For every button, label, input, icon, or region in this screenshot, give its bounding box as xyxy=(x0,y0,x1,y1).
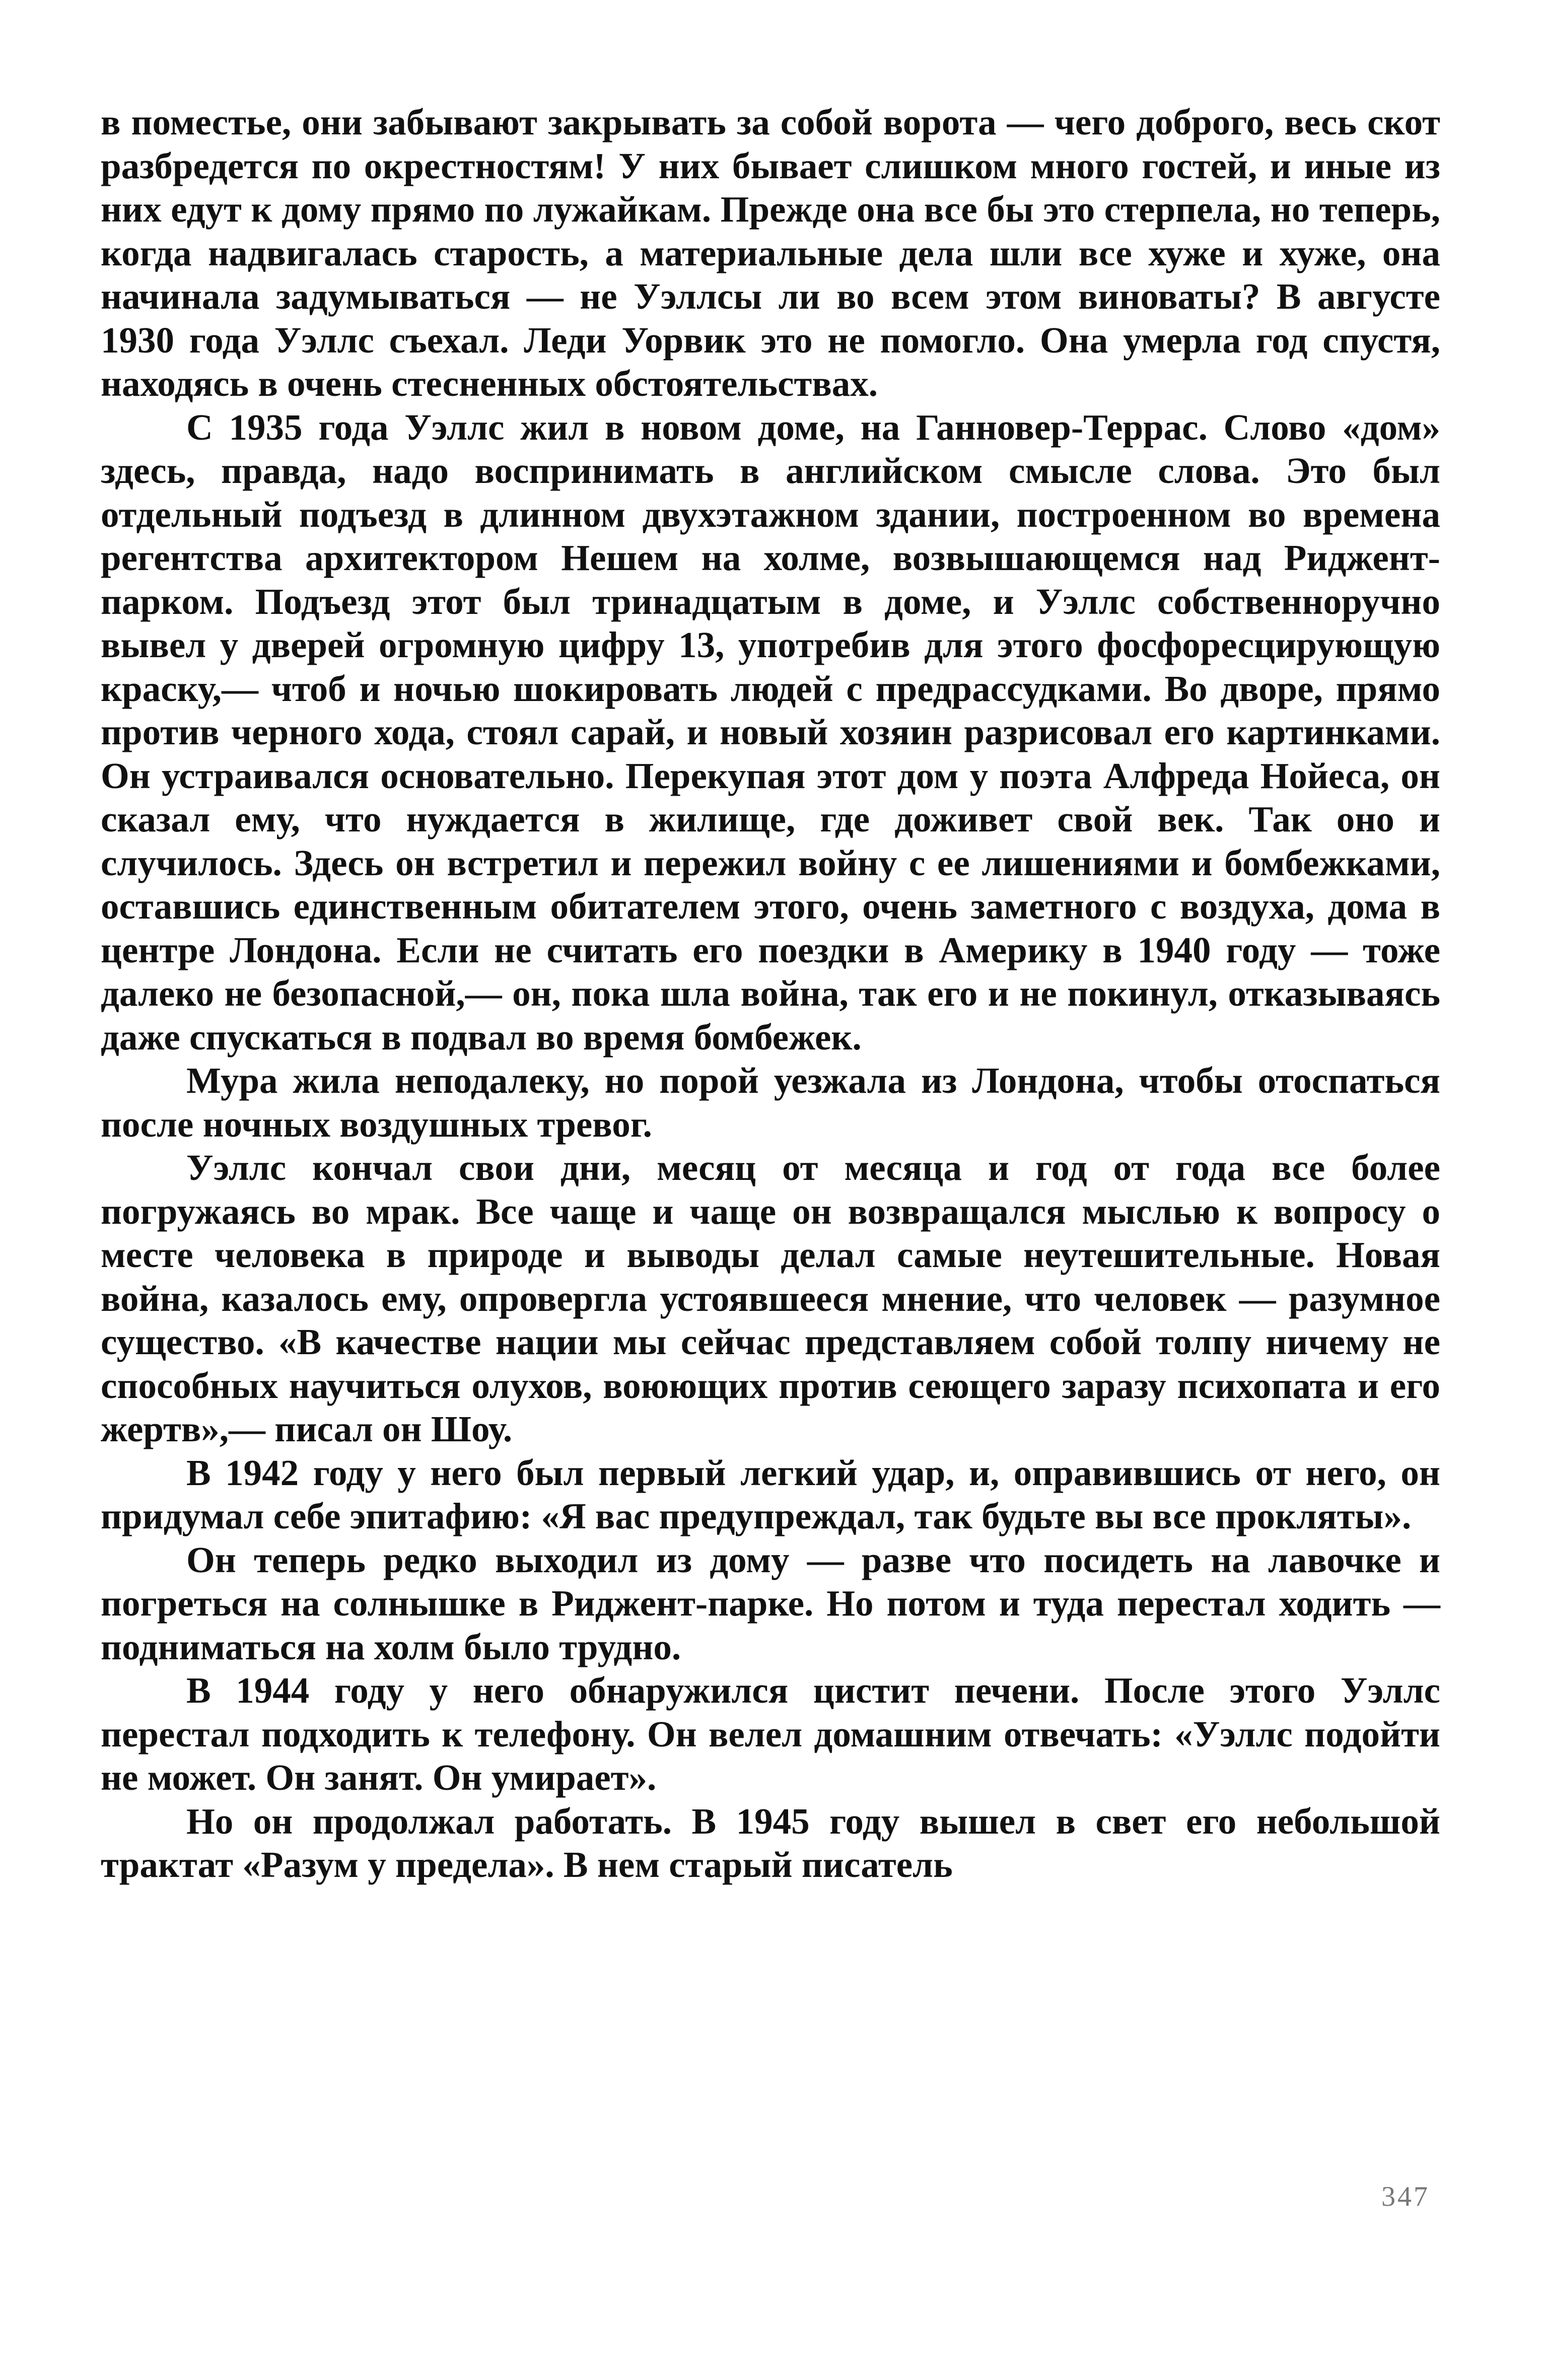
body-text xyxy=(101,101,1440,1887)
page-number: 347 xyxy=(1381,2181,1430,2212)
paragraph: Но он продолжал работать. В 1945 году вышел в свет его небольшой трактат «Разум у предела». В нем старый писатель xyxy=(101,1800,1440,1885)
paragraph: С 1935 года Уэллс жил в новом доме, на Ганновер-Террас. Слово «дом» здесь, правда, надо воспринимать в английском смысле слова. Это был отдельный подъезд в длинном двухэтажном здании, построенном во времена регентства архитектором Нешем на холме, возвышающемся над Риджент-парком. Подъезд этот был тринадцатым в доме, и Уэллс собственноручно вывел у дверей огромную цифру 13, употребив для этого фосфоресцирующую краску,— чтоб и ночью шокировать людей с предрассудками. Во дворе, прямо против черного хода, стоял сарай, и новый хозяин разрисовал его картинками. Он устраивался основательно. Перекупая этот дом у поэта Алфреда Нойеса, он сказал ему, что нуждается в жилище, где доживет свой век. Так оно и случилось. Здесь он встретил и пережил войну с ее лишениями и бомбежками, оставшись единственным обитателем этого, очень заметного с воздуха, дома в центре Лондона. Если не считать его поездки в Америку в 1940 году — тоже далеко не безопасной,— он, пока шла война, так его и не покинул, отказываясь даже спускаться в подвал во время бомбежек. xyxy=(101,406,1440,1058)
page xyxy=(101,101,1440,2286)
paragraph: В 1942 году у него был первый легкий удар, и, оправившись от него, он придумал себе эпитафию: «Я вас предупреждал, так будьте вы все прокляты». xyxy=(101,1452,1440,1536)
paragraph: В 1944 году у него обнаружился цистит печени. После этого Уэллс перестал подходить к телефону. Он велел домашним отвечать: «Уэллс подойти не может. Он занят. Он умирает». xyxy=(101,1670,1440,1798)
paragraph: Он теперь редко выходил из дому — разве что посидеть на лавочке и погреться на солнышке в Риджент-парке. Но потом и туда перестал ходить — подниматься на холм было трудно. xyxy=(101,1539,1440,1667)
paragraph: в поместье, они забывают закрывать за собой ворота — чего доброго, весь скот разбредется по окрестностям! У них бывает слишком много гостей, и иные из них едут к дому прямо по лужайкам. Прежде она все бы это стерпела, но теперь, когда надвигалась старость, а материальные дела шли все хуже и хуже, она начинала задумываться — не Уэллсы ли во всем этом виноваты? В августе 1930 года Уэллс съехал. Леди Уорвик это не помогло. Она умерла год спустя, находясь в очень стесненных обстоятельствах. xyxy=(101,102,1440,404)
paragraph: Уэллс кончал свои дни, месяц от месяца и год от года все более погружаясь во мрак. Все чаще и чаще он возвращался мыслью к вопросу о месте человека в природе и выводы делал самые неутешительные. Новая война, казалось ему, опровергла устоявшееся мнение, что человек — разумное существо. «В качестве нации мы сейчас представляем собой толпу ничему не способных научиться олухов, воюющих против сеющего заразу психопата и его жертв»,— писал он Шоу. xyxy=(101,1147,1440,1449)
paragraph: Мура жила неподалеку, но порой уезжала из Лондона, чтобы отоспаться после ночных воздушных тревог. xyxy=(101,1060,1440,1145)
